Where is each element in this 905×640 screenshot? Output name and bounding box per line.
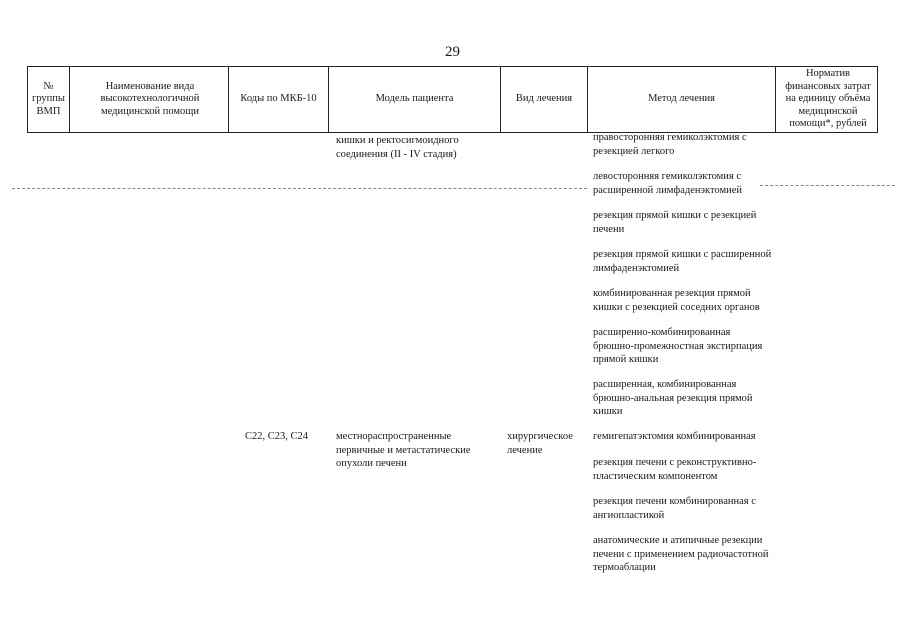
column-divider (69, 66, 70, 133)
treatment-method-item: резекция прямой кишки с резекцией печени (593, 210, 757, 235)
scan-artifact-line (760, 185, 895, 186)
header-treatment-type: Вид лечения (515, 93, 573, 105)
header-group-no: № группы ВМП (32, 80, 65, 117)
header-treatment-method: Метод лечения (648, 93, 715, 105)
patient-model-cell: местнораспространенные первичные и метастатические опухоли печени (336, 431, 471, 470)
treatment-method-item: правосторонняя гемиколэктомия с резекцией легкого (593, 132, 747, 157)
treatment-type-cell: хирургическое лечение (507, 431, 573, 456)
column-divider (775, 66, 776, 133)
header-icd-codes: Коды по МКБ-10 (240, 93, 317, 105)
treatment-method-item: левосторонняя гемиколэктомия с расширенной лимфаденэктомией (593, 171, 743, 196)
treatment-method-item: резекция печени с реконструктивно-пластическим компонентом (593, 457, 757, 482)
treatment-method-item: расширенная, комбинированная брюшно-анальная резекция прямой кишки (593, 379, 753, 418)
treatment-method-item: резекция печени комбинированная с ангиопластикой (593, 496, 756, 521)
header-vmp-name: Наименование вида высокотехнологичной медицинской помощи (100, 80, 200, 117)
treatment-method-item: резекция прямой кишки с расширенной лимфаденэктомией (593, 249, 772, 274)
treatment-method-item: комбинированная резекция прямой кишки с резекцией соседних органов (593, 288, 760, 313)
treatment-method-item: гемигепатэктомия комбинированная (593, 431, 756, 442)
header-cost-standard: Норматив финансовых затрат на единицу объёма медицинской помощи*, рублей (785, 68, 871, 130)
page-number: 29 (445, 44, 460, 60)
patient-model-cell: кишки и ректосигмоидного соединения (II - IV стадия) (336, 135, 459, 160)
treatment-method-item: расширенно-комбинированная брюшно-промежностная экстирпация прямой кишки (593, 327, 763, 366)
treatment-method-item: анатомические и атипичные резекции печени с применением радиочастотной термоаблации (593, 535, 769, 574)
scan-artifact-line (12, 188, 587, 189)
header-patient-model: Модель пациента (375, 93, 454, 105)
icd-codes-cell: C22, C23, C24 (245, 431, 309, 442)
table-border (877, 66, 878, 133)
